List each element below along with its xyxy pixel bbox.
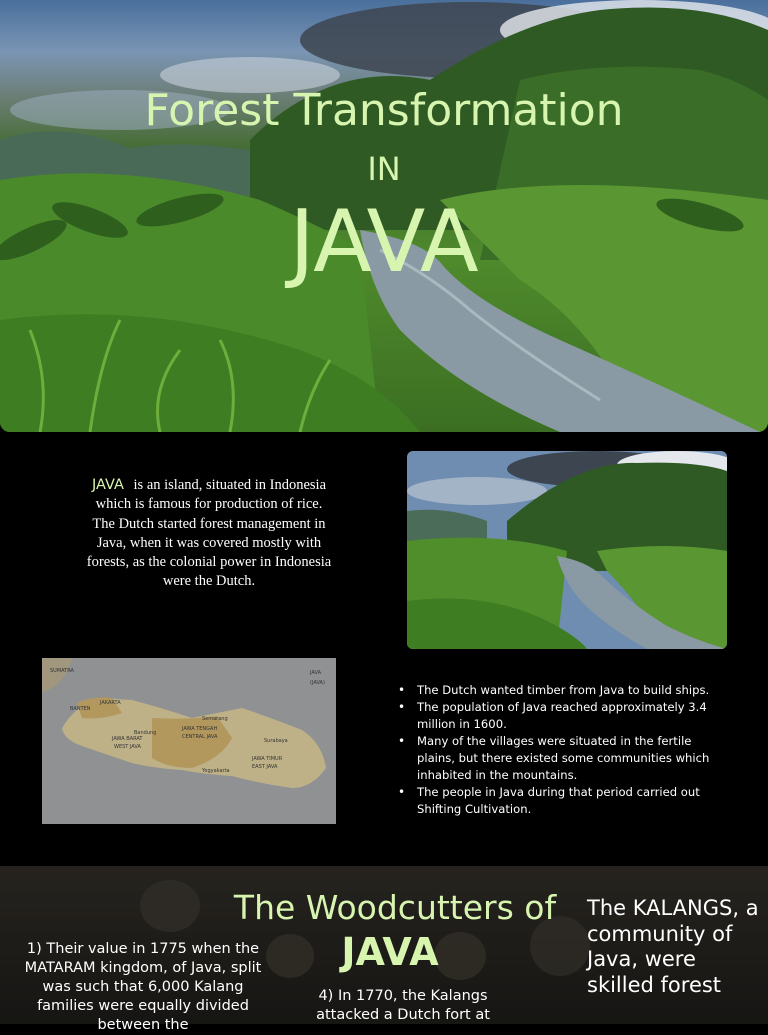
facts-list-item: • The Dutch wanted timber from Java to build ships.: [396, 682, 726, 699]
map-label-jawa-tengah: JAWA TENGAH: [182, 726, 218, 732]
hero-title-line3: JAVA: [289, 192, 479, 292]
map-label-surabaya: Surabaya: [264, 738, 288, 744]
map-label-java-paren: (JAVA): [310, 680, 325, 686]
map-label-jawa-timur: JAWA TIMUR: [252, 756, 283, 762]
river-landscape-photo: [407, 451, 727, 649]
map-label-banten: BANTEN: [70, 706, 91, 712]
facts-list-item: • Many of the villages were situated in the fertile plains, but there existed some communities which inhabited in the mountains.: [396, 733, 726, 784]
java-map: [42, 658, 336, 824]
hero-title-line2: IN: [367, 150, 401, 188]
woodcutters-point-4: 4) In 1770, the Kalangs attacked a Dutch fort at: [316, 988, 490, 1023]
hero-banner: [0, 0, 768, 432]
map-label-yogyakarta: Yogyakarta: [202, 768, 230, 774]
facts-list-item: • The people in Java during that period carried out Shifting Cultivation.: [396, 784, 726, 818]
map-label-east-java: EAST JAVA: [252, 764, 278, 770]
woodcutters-title: The Woodcutters of: [233, 888, 557, 927]
map-label-java: JAVA: [310, 670, 322, 676]
facts-list: [396, 682, 726, 818]
map-label-bandung: Bandung: [134, 730, 157, 736]
map-label-semarang: Semarang: [202, 716, 228, 722]
map-label-sumatra: SUMATRA: [50, 668, 74, 674]
hero-title-line1: Forest Transformation: [144, 85, 624, 136]
map-label-jakarta: JAKARTA: [100, 700, 121, 706]
intro-highlight-java: JAVA: [91, 477, 124, 493]
kalangs-description: The KALANGS, a community of Java, were skilled forest: [587, 896, 759, 997]
intro-text: is an island, situated in Indonesia which is famous for production of rice. The Dutch started forest management in Java, when it was covered mostly with forests, as the colonial power in Indonesia were the Dutch.: [86, 477, 332, 590]
map-label-jawa-barat: JAWA BARAT: [112, 736, 143, 742]
woodcutters-title-java: JAVA: [341, 930, 439, 974]
facts-list-item: • The population of Java reached approximately 3.4 million in 1600.: [396, 699, 726, 733]
map-label-central-java: CENTRAL JAVA: [182, 734, 218, 740]
intro-paragraph: [86, 476, 332, 592]
woodcutters-point-1: 1) Their value in 1775 when the MATARAM kingdom, of Java, split was such that 6,000 Kalang families were equally divided between the: [24, 941, 262, 1033]
map-label-west-java: WEST JAVA: [114, 744, 141, 750]
